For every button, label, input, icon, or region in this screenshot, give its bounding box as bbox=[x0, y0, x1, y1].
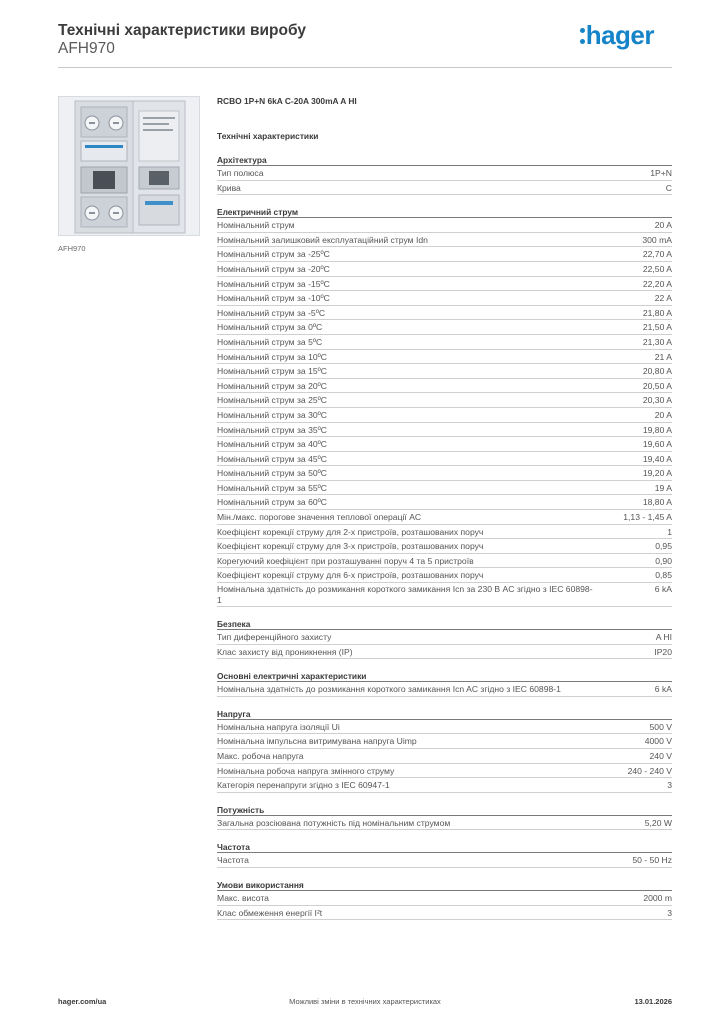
spec-row bbox=[217, 554, 672, 569]
spec-value: 19,60 A bbox=[642, 439, 672, 450]
page-header bbox=[58, 22, 672, 68]
spec-value: 20 A bbox=[654, 220, 672, 231]
spec-value: A HI bbox=[655, 632, 672, 643]
spec-value: 18,80 A bbox=[642, 497, 672, 508]
section-title: Умови використання bbox=[217, 879, 672, 891]
spec-label: Номінальна імпульсна витримувана напруга Uimp bbox=[217, 736, 417, 747]
spec-value: 1P+N bbox=[650, 168, 672, 178]
spec-value: 21,30 A bbox=[642, 336, 672, 347]
spec-label: Номінальний струм за 15ºC bbox=[217, 366, 327, 377]
section-title: Основні електричні характеристики bbox=[217, 670, 672, 682]
spec-row bbox=[217, 466, 672, 481]
spec-value: 4000 V bbox=[644, 736, 672, 747]
spec-label: Номінальний струм за 10ºC bbox=[217, 351, 327, 362]
product-name: RCBO 1P+N 6kA C-20A 300mA A HI bbox=[217, 96, 357, 106]
logo-text: hager bbox=[585, 20, 654, 50]
spec-label: Крива bbox=[217, 182, 241, 193]
spec-value: 2000 m bbox=[643, 892, 672, 903]
spec-value: 20,80 A bbox=[642, 366, 672, 377]
spec-value: 0,95 bbox=[655, 541, 672, 552]
spec-row bbox=[217, 218, 672, 233]
spec-label: Номінальний струм за 50ºC bbox=[217, 468, 327, 479]
spec-row bbox=[217, 891, 672, 906]
spec-row bbox=[217, 379, 672, 394]
spec-label: Номінальний залишковий експлуатаційний струм Idn bbox=[217, 234, 428, 245]
spec-label: Категорія перенапруги згідно з IEC 60947-1 bbox=[217, 780, 390, 791]
spec-section bbox=[217, 206, 672, 607]
spec-row bbox=[217, 525, 672, 540]
spec-label: Коефіцієнт корекції струму для 2-х пристроїв, розташованих поруч bbox=[217, 526, 484, 537]
spec-row bbox=[217, 645, 672, 660]
spec-label: Номінальний струм за 35ºC bbox=[217, 424, 327, 435]
spec-section bbox=[217, 879, 672, 920]
spec-label: Номінальний струм за 5ºC bbox=[217, 336, 323, 347]
spec-label: Номінальна здатність до розмикання короткого замикання Icn AC згідно з IEC 60898-1 bbox=[217, 684, 561, 695]
spec-label: Частота bbox=[217, 855, 249, 866]
spec-row bbox=[217, 364, 672, 379]
spec-label: Номінальний струм за 40ºC bbox=[217, 439, 327, 450]
spec-row bbox=[217, 291, 672, 306]
spec-value: C bbox=[665, 182, 672, 193]
spec-value: 19,80 A bbox=[642, 424, 672, 435]
spec-value: 240 V bbox=[649, 751, 672, 761]
spec-value: 19 A bbox=[654, 482, 672, 493]
footer-website-link[interactable]: hager.com/ua bbox=[58, 997, 107, 1006]
spec-row bbox=[217, 568, 672, 583]
section-title: Потужність bbox=[217, 804, 672, 816]
spec-section bbox=[217, 841, 672, 868]
spec-row bbox=[217, 906, 672, 921]
specifications-table bbox=[217, 94, 672, 920]
spec-row bbox=[217, 233, 672, 248]
spec-section bbox=[217, 708, 672, 793]
spec-value: 20 A bbox=[654, 409, 672, 420]
spec-row bbox=[217, 682, 672, 697]
spec-label: Тип диференційного захисту bbox=[217, 632, 332, 643]
spec-value: 3 bbox=[667, 907, 672, 918]
spec-label: Номінальний струм за -20ºC bbox=[217, 263, 330, 274]
spec-value: 21,80 A bbox=[642, 307, 672, 318]
spec-value: 500 V bbox=[649, 721, 672, 732]
spec-row bbox=[217, 481, 672, 496]
spec-label: Номінальний струм за -25ºC bbox=[217, 249, 330, 260]
spec-label: Номінальний струм за -5ºC bbox=[217, 307, 326, 318]
spec-label: Номінальний струм за 55ºC bbox=[217, 482, 327, 493]
spec-label: Номінальний струм за 45ºC bbox=[217, 453, 327, 464]
spec-row bbox=[217, 630, 672, 645]
spec-row bbox=[217, 181, 672, 196]
spec-label: Номінальна напруга ізоляції Ui bbox=[217, 721, 340, 732]
spec-value: 0,90 bbox=[655, 555, 672, 566]
spec-row bbox=[217, 423, 672, 438]
spec-value: 240 - 240 V bbox=[627, 765, 672, 776]
spec-value: 5,20 W bbox=[644, 817, 672, 828]
spec-value: 20,50 A bbox=[642, 380, 672, 391]
spec-label: Мін./макс. порогове значення теплової операції AC bbox=[217, 512, 422, 523]
section-title: Архітектура bbox=[217, 154, 672, 166]
spec-row bbox=[217, 335, 672, 350]
section-title: Частота bbox=[217, 841, 672, 853]
spec-label: Номінальний струм за -15ºC bbox=[217, 278, 330, 289]
spec-label: Номінальний струм за 60ºC bbox=[217, 497, 327, 508]
image-caption: AFH970 bbox=[58, 244, 86, 253]
spec-label: Номінальна робоча напруга змінного струму bbox=[217, 765, 395, 776]
spec-row bbox=[217, 853, 672, 868]
spec-row bbox=[217, 778, 672, 793]
spec-label: Номінальний струм за 25ºC bbox=[217, 395, 327, 406]
spec-value: 300 mA bbox=[642, 234, 672, 245]
spec-label: Номінальний струм за 30ºC bbox=[217, 409, 327, 420]
spec-value: 0,85 bbox=[655, 570, 672, 581]
spec-row bbox=[217, 277, 672, 292]
spec-row bbox=[217, 539, 672, 554]
spec-value: 22,70 A bbox=[642, 249, 672, 260]
spec-row bbox=[217, 720, 672, 735]
section-title: Напруга bbox=[217, 708, 672, 720]
spec-row bbox=[217, 437, 672, 452]
spec-row bbox=[217, 247, 672, 262]
spec-row bbox=[217, 495, 672, 510]
section-title: Електричний струм bbox=[217, 206, 672, 218]
spec-row bbox=[217, 734, 672, 749]
spec-row bbox=[217, 350, 672, 365]
spec-section bbox=[217, 670, 672, 697]
spec-value: 50 - 50 Hz bbox=[632, 855, 672, 866]
hager-logo bbox=[580, 21, 654, 49]
spec-value: 3 bbox=[667, 780, 672, 791]
spec-row bbox=[217, 166, 672, 181]
rcbo-device-icon bbox=[59, 97, 199, 235]
spec-row bbox=[217, 408, 672, 423]
spec-label: Клас обмеження енергії I²t bbox=[217, 907, 323, 918]
spec-row bbox=[217, 452, 672, 467]
spec-section bbox=[217, 804, 672, 831]
spec-value: 20,30 A bbox=[642, 395, 672, 406]
spec-label: Макс. робоча напруга bbox=[217, 751, 304, 761]
product-image bbox=[58, 96, 200, 236]
spec-label: Загальна розсіювана потужність під номінальним струмом bbox=[217, 817, 451, 828]
spec-row bbox=[217, 816, 672, 831]
spec-section bbox=[217, 154, 672, 195]
document-title: Технічні характеристики виробу bbox=[58, 22, 306, 39]
spec-value: 22 A bbox=[654, 293, 672, 304]
spec-value: 21 A bbox=[654, 351, 672, 362]
spec-label: Тип полюса bbox=[217, 168, 264, 178]
spec-value: 19,40 A bbox=[642, 453, 672, 464]
logo-dots-icon bbox=[580, 28, 585, 44]
spec-row bbox=[217, 393, 672, 408]
spec-value: 6 kA bbox=[654, 684, 672, 695]
spec-row bbox=[217, 583, 672, 607]
spec-value: 21,50 A bbox=[642, 322, 672, 333]
section-title: Безпека bbox=[217, 618, 672, 630]
spec-label: Макс. висота bbox=[217, 892, 269, 903]
specs-heading: Технічні характеристики bbox=[217, 131, 319, 141]
spec-value: IP20 bbox=[654, 646, 672, 657]
spec-label: Номінальний струм за 0ºC bbox=[217, 322, 323, 333]
spec-value: 1 bbox=[667, 526, 672, 537]
spec-label: Номінальний струм bbox=[217, 220, 295, 231]
spec-row bbox=[217, 764, 672, 779]
spec-label: Номінальна здатність до розмикання короткого замикання Icn за 230 В AC згідно з IEC 60898-1 bbox=[217, 584, 593, 605]
spec-row bbox=[217, 749, 672, 764]
spec-label: Клас захисту від проникнення (IP) bbox=[217, 646, 353, 657]
spec-value: 6 kA bbox=[654, 584, 672, 595]
spec-label: Номінальний струм за -10ºC bbox=[217, 293, 330, 304]
spec-value: 1,13 - 1,45 A bbox=[623, 512, 672, 523]
page-footer bbox=[58, 997, 672, 1009]
footer-notice: Можливі зміни в технічних характеристиках bbox=[289, 997, 441, 1006]
spec-value: 22,20 A bbox=[642, 278, 672, 289]
spec-value: 22,50 A bbox=[642, 263, 672, 274]
spec-row bbox=[217, 510, 672, 525]
spec-label: Коефіцієнт корекції струму для 6-х пристроїв, розташованих поруч bbox=[217, 570, 484, 581]
spec-row bbox=[217, 262, 672, 277]
spec-label: Коефіцієнт корекції струму для 3-х пристроїв, розташованих поруч bbox=[217, 541, 484, 552]
spec-sections bbox=[217, 154, 672, 920]
spec-row bbox=[217, 320, 672, 335]
spec-label: Номінальний струм за 20ºC bbox=[217, 380, 327, 391]
product-code: AFH970 bbox=[58, 40, 115, 57]
spec-label: Корегуючий коефіцієнт при розташуванні поруч 4 та 5 пристроїв bbox=[217, 555, 474, 566]
footer-date: 13.01.2026 bbox=[634, 997, 672, 1006]
spec-section bbox=[217, 618, 672, 659]
spec-row bbox=[217, 306, 672, 321]
spec-value: 19,20 A bbox=[642, 468, 672, 479]
